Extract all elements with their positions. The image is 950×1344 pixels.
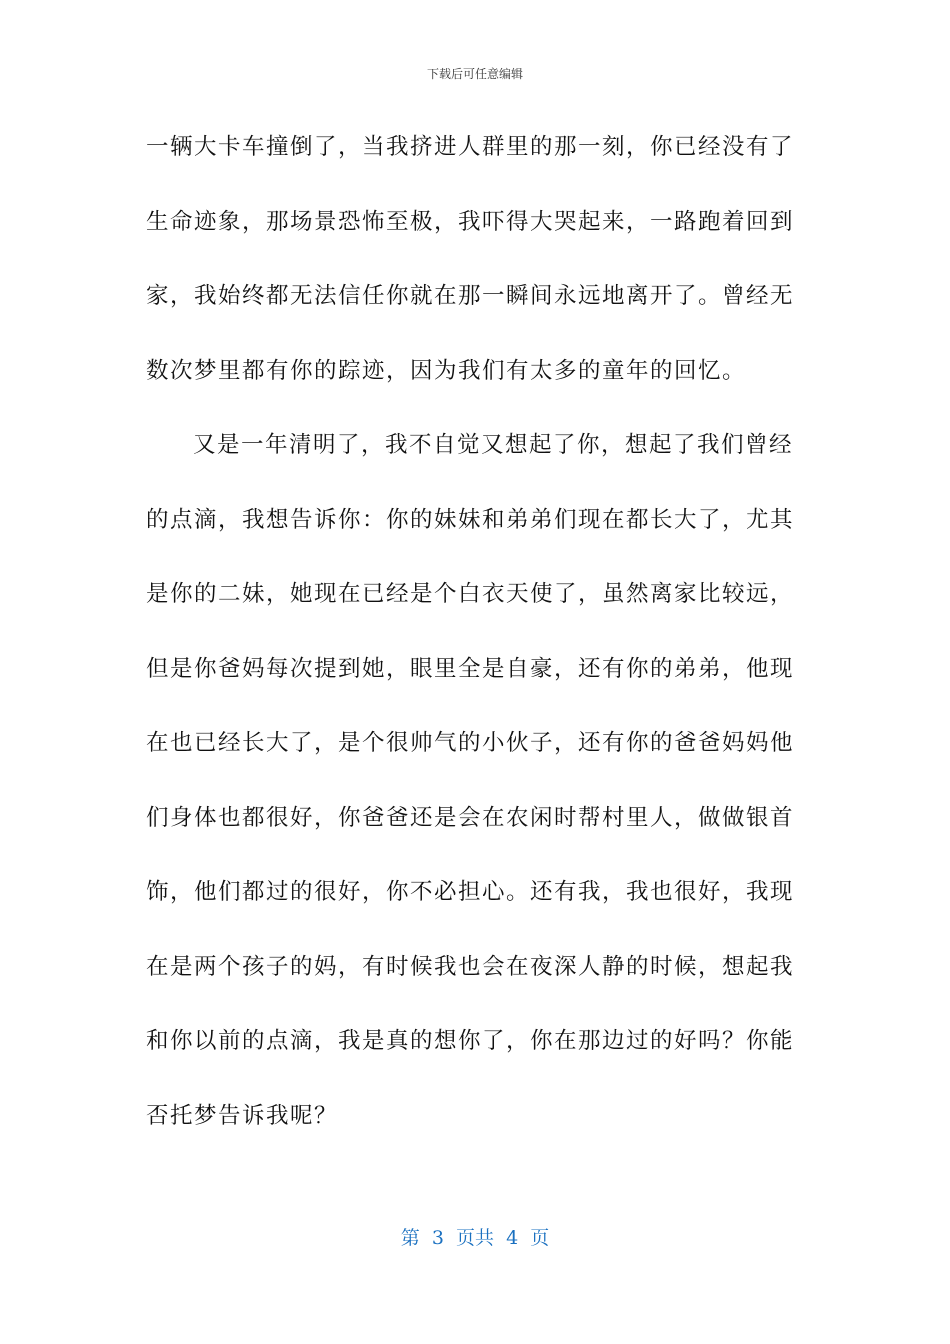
text-line: 的点滴，我想告诉你：你的妹妹和弟弟们现在都长大了，尤其 xyxy=(146,506,795,533)
text-line: 们身体也都很好，你爸爸还是会在农闲时帮村里人，做做银首 xyxy=(146,804,795,831)
text-line: 饰，他们都过的很好，你不必担心。还有我，我也很好，我现 xyxy=(146,879,795,905)
text-line: 数次梦里都有你的踪迹，因为我们有太多的童年的回忆。 xyxy=(146,357,747,384)
document-body xyxy=(146,127,795,1170)
text-line: 一辆大卡车撞倒了，当我挤进人群里的那一刻，你已经没有了 xyxy=(146,134,795,160)
text-line: 在也已经长大了，是个很帅气的小伙子，还有你的爸爸妈妈他 xyxy=(146,730,795,756)
text-line: 是你的二妹，她现在已经是个白衣天使了，虽然离家比较远， xyxy=(146,581,795,607)
text-line: 家，我始终都无法信任你就在那一瞬间永远地离开了。曾经无 xyxy=(146,283,795,309)
page-header: 下载后可任意编辑 xyxy=(426,67,523,81)
text-line: 否托梦告诉我呢？ xyxy=(146,1102,339,1129)
text-line: 和你以前的点滴，我是真的想你了，你在那边过的好吗？你能 xyxy=(146,1028,795,1054)
text-line: 但是你爸妈每次提到她，眼里全是自豪，还有你的弟弟，他现 xyxy=(146,655,795,682)
text-line: 又是一年清明了，我不自觉又想起了你，想起了我们曾经 xyxy=(193,432,794,458)
page-number-footer: 第 3 页共 4 页 xyxy=(400,1227,550,1249)
text-line: 在是两个孩子的妈，有时候我也会在夜深人静的时候，想起我 xyxy=(146,953,795,980)
text-line: 生命迹象，那场景恐怖至极，我吓得大哭起来，一路跑着回到 xyxy=(146,208,795,235)
